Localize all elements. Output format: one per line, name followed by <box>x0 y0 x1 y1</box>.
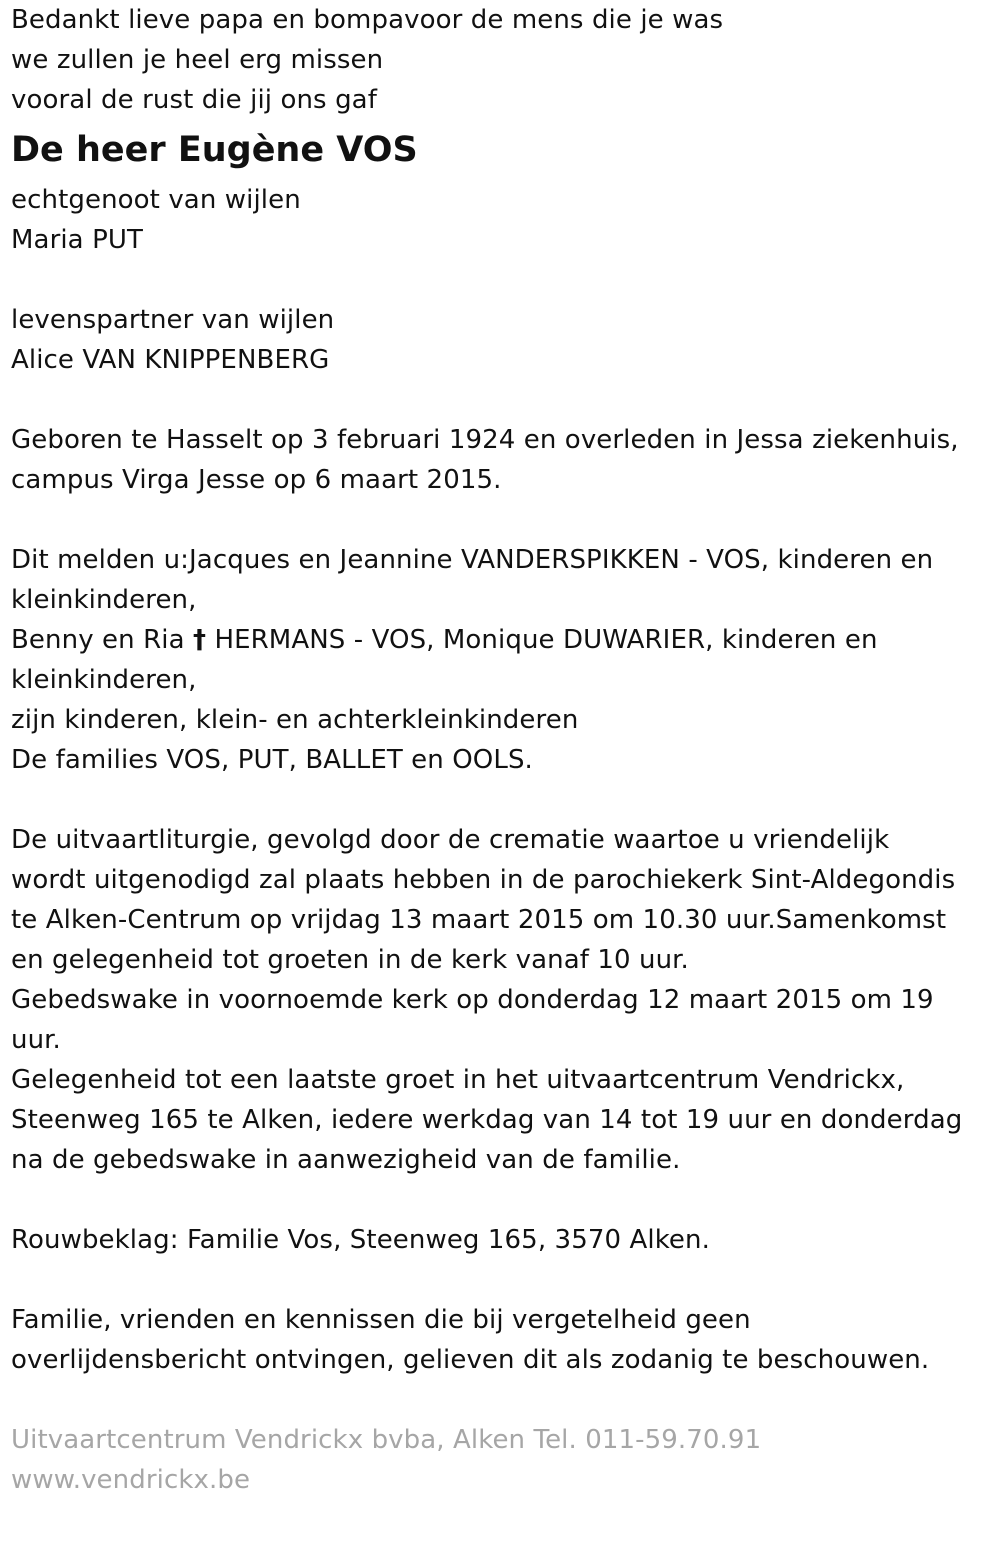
poem-line: Bedankt lieve papa en bompavoor de mens die je was <box>11 5 724 35</box>
ceremony-line: De uitvaartliturgie, gevolgd door de crematie waartoe u vriendelijk <box>11 825 890 855</box>
obituary-notice <box>11 0 991 1500</box>
funeral-home-footer <box>11 1420 991 1500</box>
poem-line: we zullen je heel erg missen <box>11 45 384 75</box>
birth-death-block <box>11 420 991 500</box>
condolence-address: Rouwbeklag: Familie Vos, Steenweg 165, 3570 Alken. <box>11 1225 710 1255</box>
deceased-name: De heer Eugène VOS <box>11 130 418 170</box>
ceremony-line: te Alken-Centrum op vrijdag 13 maart 2015 om 10.30 uur.Samenkomst <box>11 905 947 935</box>
partner-relation: levenspartner van wijlen <box>11 305 335 335</box>
cross-icon: † <box>192 625 207 655</box>
spouse-name: Maria PUT <box>11 225 143 255</box>
spacer <box>11 1380 991 1420</box>
announced-by-line: kleinkinderen, <box>11 665 197 695</box>
announced-by-line: De families VOS, PUT, BALLET en OOLS. <box>11 745 533 775</box>
spouse-block <box>11 180 991 260</box>
announced-by-text: HERMANS - VOS, Monique DUWARIER, kinderen en <box>206 625 878 655</box>
birth-death-line: Geboren te Hasselt op 3 februari 1924 en overleden in Jessa ziekenhuis, <box>11 425 959 455</box>
ceremony-block <box>11 820 991 1180</box>
announced-by-line: zijn kinderen, klein- en achterkleinkinderen <box>11 705 579 735</box>
spouse-relation: echtgenoot van wijlen <box>11 185 301 215</box>
ceremony-line: Steenweg 165 te Alken, iedere werkdag van 14 tot 19 uur en donderdag <box>11 1105 963 1135</box>
announced-by-text: Benny en Ria <box>11 625 193 655</box>
spacer <box>11 780 991 820</box>
funeral-home-website[interactable]: www.vendrickx.be <box>11 1465 251 1495</box>
poem <box>11 0 991 120</box>
closing-note-line: overlijdensbericht ontvingen, gelieven dit als zodanig te beschouwen. <box>11 1345 930 1375</box>
ceremony-line: en gelegenheid tot groeten in de kerk vanaf 10 uur. <box>11 945 689 975</box>
closing-note-line: Familie, vrienden en kennissen die bij vergetelheid geen <box>11 1305 751 1335</box>
spacer <box>11 380 991 420</box>
announced-by-line <box>11 620 991 660</box>
spacer <box>11 1260 991 1300</box>
partner-name: Alice VAN KNIPPENBERG <box>11 345 330 375</box>
partner-block <box>11 300 991 380</box>
spacer <box>11 260 991 300</box>
announced-by-line: Dit melden u:Jacques en Jeannine VANDERSPIKKEN - VOS, kinderen en <box>11 545 934 575</box>
ceremony-line: wordt uitgenodigd zal plaats hebben in de parochiekerk Sint-Aldegondis <box>11 865 956 895</box>
ceremony-line: Gelegenheid tot een laatste groet in het uitvaartcentrum Vendrickx, <box>11 1065 905 1095</box>
ceremony-line: uur. <box>11 1025 61 1055</box>
funeral-home-contact: Uitvaartcentrum Vendrickx bvba, Alken Tel. 011-59.70.91 <box>11 1425 762 1455</box>
closing-note <box>11 1300 991 1380</box>
ceremony-line: na de gebedswake in aanwezigheid van de familie. <box>11 1145 681 1175</box>
poem-line: vooral de rust die jij ons gaf <box>11 85 377 115</box>
announced-by-line: kleinkinderen, <box>11 585 197 615</box>
announced-by-block <box>11 540 991 780</box>
spacer <box>11 500 991 540</box>
spacer <box>11 1180 991 1220</box>
birth-death-line: campus Virga Jesse op 6 maart 2015. <box>11 465 502 495</box>
ceremony-line: Gebedswake in voornoemde kerk op donderdag 12 maart 2015 om 19 <box>11 985 934 1015</box>
